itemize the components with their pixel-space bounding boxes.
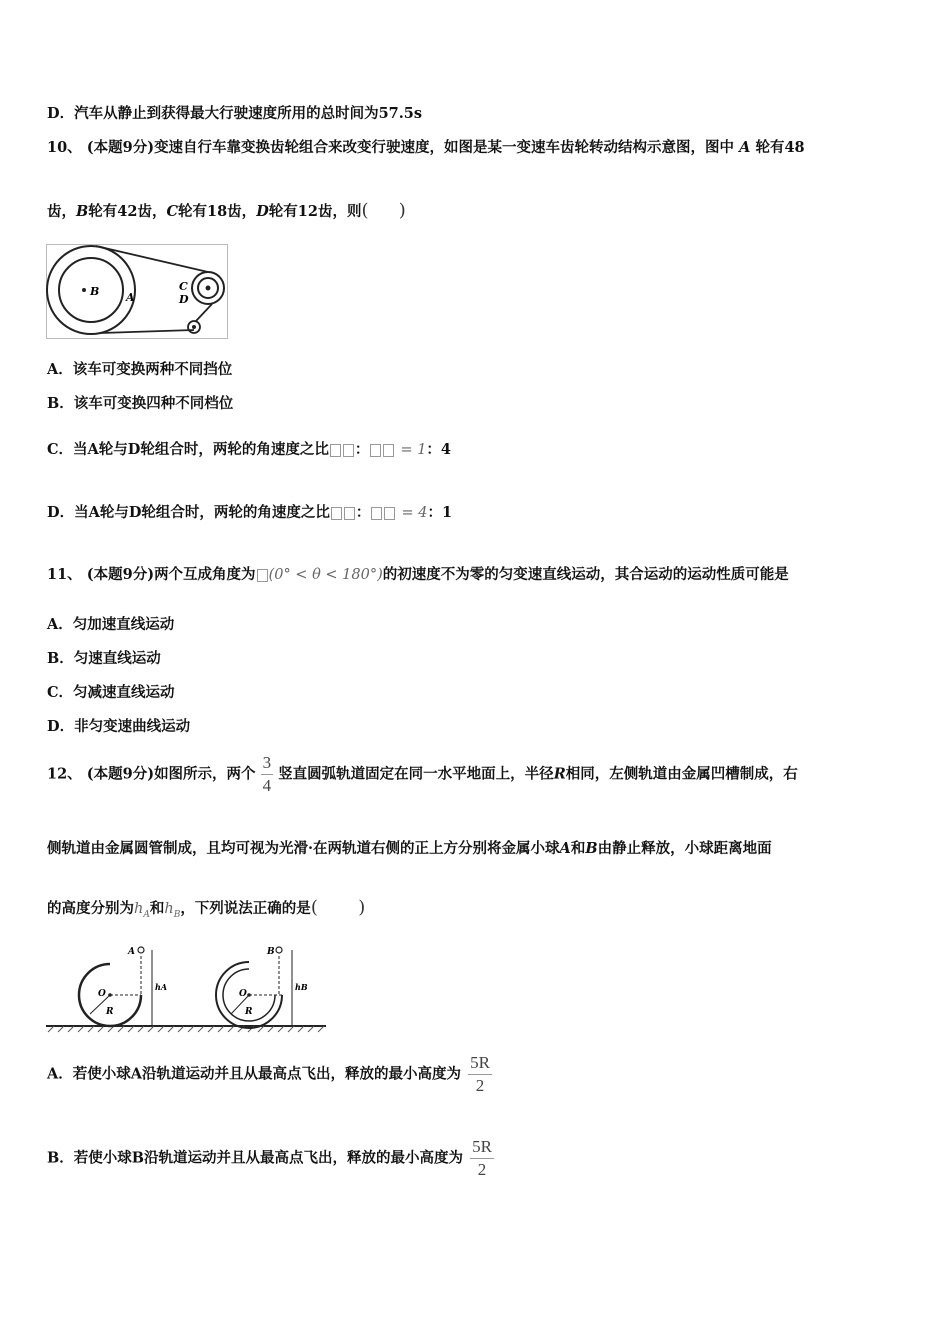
q10-stem-line1: 10、 (本题9分)变速自行车靠变换齿轮组合来改变行驶速度，如图是某一变速车齿轮转动结构示意图，图中 A 轮有48: [47, 139, 805, 156]
svg-text:R: R: [245, 1007, 253, 1017]
question-number: 12、: [47, 765, 82, 783]
q10-option-b[interactable]: B．该车可变换四种不同档位: [47, 395, 234, 412]
q12-stem-line2: 侧轨道由金属圆管制成，且均可视为光滑·在两轨道右侧的正上方分别将金属小球A和B由静止释放，小球距离地面: [47, 840, 772, 857]
q12-stem-line3: 的高度分别为$h_A$和$h_B$，下列说法正确的是( ): [47, 897, 366, 920]
q10-option-d[interactable]: D．当A轮与D轮组合时，两轮的角速度之比 ： = 4：1: [47, 504, 453, 521]
svg-text:B: B: [267, 947, 275, 957]
q12-option-a[interactable]: A．若使小球A沿轨道运动并且从最高点飞出，释放的最小高度为 $\frac{5R}{2}$: [47, 1053, 490, 1095]
q11-stem: 11、 (本题9分)两个互成角度为 (0° < θ < 180°)的初速度不为零的匀变速直线运动，其合运动的运动性质可能是: [47, 566, 789, 583]
q11-option-c[interactable]: C．匀减速直线运动: [47, 684, 175, 701]
label-a: A: [126, 291, 135, 304]
q12-stem-line1: 12、 (本题9分)如图所示，两个 $\frac{3}{4}$ 竖直圆弧轨道固定在同一水平地面上，半径R相同，左侧轨道由金属凹槽制成，右: [47, 753, 798, 795]
q10-option-c[interactable]: C．当A轮与D轮组合时，两轮的角速度之比 ： = 1：4: [47, 441, 452, 458]
q9-option-d: D．汽车从静止到获得最大行驶速度所用的总时间为57.5s: [47, 105, 423, 122]
q12-option-b[interactable]: B．若使小球B沿轨道运动并且从最高点飞出，释放的最小高度为 $\frac{5R}{2}$: [47, 1137, 492, 1179]
ball-a: [138, 947, 144, 953]
q10-stem-line2: 齿，B轮有42齿，C轮有18齿，D轮有12齿，则( ): [47, 200, 406, 221]
svg-text:hA: hA: [155, 982, 168, 992]
track-diagram: [46, 942, 328, 1034]
ball-b: [276, 947, 282, 953]
question-number: 11、: [47, 566, 82, 583]
svg-text:O: O: [239, 989, 247, 999]
svg-text:A: A: [128, 947, 135, 957]
svg-text:hB: hB: [295, 982, 308, 992]
label-d: D: [179, 293, 189, 306]
q11-option-b[interactable]: B．匀速直线运动: [47, 650, 161, 667]
q11-option-d[interactable]: D．非匀变速曲线运动: [47, 718, 191, 735]
question-number: 10、: [47, 139, 82, 156]
gear-diagram: [46, 244, 228, 339]
svg-text:O: O: [98, 989, 106, 999]
svg-text:R: R: [106, 1007, 114, 1017]
q10-option-a[interactable]: A．该车可变换两种不同挡位: [47, 361, 233, 378]
q11-option-a[interactable]: A．匀加速直线运动: [47, 616, 175, 633]
fraction-three-quarters: $\frac{3}{4}$: [262, 753, 272, 795]
label-b: B: [90, 285, 100, 298]
label-c: C: [179, 280, 188, 293]
